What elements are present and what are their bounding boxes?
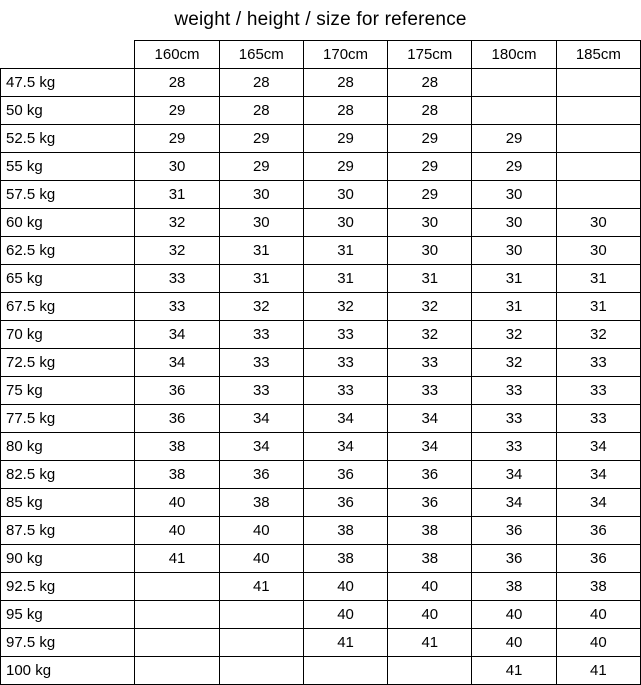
table-cell: 34	[219, 433, 303, 461]
table-cell: 28	[219, 97, 303, 125]
table-cell: 33	[303, 321, 387, 349]
table-cell	[556, 97, 640, 125]
table-cell: 30	[472, 237, 556, 265]
table-cell: 40	[472, 601, 556, 629]
table-cell: 38	[219, 489, 303, 517]
table-cell: 40	[303, 601, 387, 629]
table-cell: 33	[556, 349, 640, 377]
table-cell: 36	[388, 489, 472, 517]
table-cell: 34	[556, 461, 640, 489]
table-cell: 32	[219, 293, 303, 321]
table-row	[1, 321, 641, 349]
table-cell: 29	[388, 153, 472, 181]
table-cell: 40	[388, 601, 472, 629]
table-cell: 41	[472, 657, 556, 685]
table-cell: 29	[135, 97, 219, 125]
table-cell: 36	[472, 545, 556, 573]
table-cell: 29	[472, 125, 556, 153]
table-cell: 41	[135, 545, 219, 573]
table-cell	[135, 629, 219, 657]
column-header-160cm: 160cm	[135, 41, 219, 69]
table-cell: 40	[135, 517, 219, 545]
table-row	[1, 657, 641, 685]
table-cell: 29	[303, 153, 387, 181]
table-row	[1, 293, 641, 321]
table-row	[1, 125, 641, 153]
table-cell: 28	[303, 69, 387, 97]
table-cell: 34	[219, 405, 303, 433]
row-label: 67.5 kg	[1, 293, 135, 321]
table-cell: 36	[303, 489, 387, 517]
table-cell: 33	[303, 377, 387, 405]
table-cell: 28	[303, 97, 387, 125]
table-cell: 33	[472, 405, 556, 433]
table-cell: 33	[388, 349, 472, 377]
table-cell: 38	[303, 545, 387, 573]
column-header-170cm: 170cm	[303, 41, 387, 69]
table-cell: 34	[303, 433, 387, 461]
row-label: 47.5 kg	[1, 69, 135, 97]
row-label: 70 kg	[1, 321, 135, 349]
table-cell: 33	[303, 349, 387, 377]
table-cell	[556, 153, 640, 181]
table-row	[1, 209, 641, 237]
table-row	[1, 461, 641, 489]
table-cell: 30	[303, 209, 387, 237]
table-cell: 40	[219, 517, 303, 545]
table-body	[1, 69, 641, 685]
table-cell: 36	[472, 517, 556, 545]
table-cell: 38	[472, 573, 556, 601]
table-cell	[472, 97, 556, 125]
table-row	[1, 601, 641, 629]
table-cell	[303, 657, 387, 685]
table-cell: 38	[388, 545, 472, 573]
table-cell: 38	[388, 517, 472, 545]
table-cell: 32	[388, 321, 472, 349]
table-cell: 33	[219, 349, 303, 377]
table-cell: 30	[135, 153, 219, 181]
table-cell: 34	[135, 349, 219, 377]
row-label: 65 kg	[1, 265, 135, 293]
table-cell: 36	[303, 461, 387, 489]
row-label: 62.5 kg	[1, 237, 135, 265]
table-cell: 41	[556, 657, 640, 685]
table-cell: 36	[135, 405, 219, 433]
row-label: 97.5 kg	[1, 629, 135, 657]
table-cell	[135, 657, 219, 685]
table-cell: 32	[472, 321, 556, 349]
row-label: 92.5 kg	[1, 573, 135, 601]
table-cell: 28	[219, 69, 303, 97]
table-cell: 33	[556, 377, 640, 405]
table-cell: 40	[472, 629, 556, 657]
table-cell: 30	[556, 237, 640, 265]
table-cell: 36	[219, 461, 303, 489]
table-cell: 31	[472, 265, 556, 293]
table-cell	[556, 181, 640, 209]
table-row	[1, 405, 641, 433]
table-cell: 32	[388, 293, 472, 321]
table-cell: 33	[472, 377, 556, 405]
row-label: 55 kg	[1, 153, 135, 181]
table-cell: 34	[388, 433, 472, 461]
table-cell: 33	[219, 321, 303, 349]
table-cell: 40	[219, 545, 303, 573]
table-cell: 30	[388, 209, 472, 237]
table-row	[1, 629, 641, 657]
table-header-row	[1, 41, 641, 69]
row-label: 90 kg	[1, 545, 135, 573]
table-cell: 29	[303, 125, 387, 153]
table-cell: 31	[219, 265, 303, 293]
table-row	[1, 377, 641, 405]
table-cell: 40	[388, 573, 472, 601]
table-cell: 31	[556, 265, 640, 293]
table-cell: 30	[219, 209, 303, 237]
table-cell: 31	[303, 237, 387, 265]
table-cell	[135, 573, 219, 601]
row-label: 60 kg	[1, 209, 135, 237]
table-cell: 32	[135, 209, 219, 237]
table-cell	[388, 657, 472, 685]
table-cell: 33	[472, 433, 556, 461]
table-cell: 34	[556, 433, 640, 461]
table-cell: 40	[303, 573, 387, 601]
table-cell: 28	[388, 97, 472, 125]
table-cell: 41	[388, 629, 472, 657]
table-cell: 29	[388, 125, 472, 153]
table-cell: 36	[556, 517, 640, 545]
table-row	[1, 265, 641, 293]
table-cell: 32	[556, 321, 640, 349]
table-cell: 36	[135, 377, 219, 405]
table-cell: 30	[303, 181, 387, 209]
row-label: 52.5 kg	[1, 125, 135, 153]
table-cell: 40	[556, 629, 640, 657]
table-cell: 30	[556, 209, 640, 237]
table-cell: 33	[556, 405, 640, 433]
row-label: 57.5 kg	[1, 181, 135, 209]
table-cell: 38	[135, 461, 219, 489]
table-cell: 40	[135, 489, 219, 517]
table-cell: 28	[388, 69, 472, 97]
table-cell: 34	[303, 405, 387, 433]
table-cell: 29	[135, 125, 219, 153]
table-cell: 38	[303, 517, 387, 545]
table-cell: 34	[556, 489, 640, 517]
table-cell: 41	[303, 629, 387, 657]
row-label: 100 kg	[1, 657, 135, 685]
table-row	[1, 517, 641, 545]
table-cell: 31	[135, 181, 219, 209]
table-row	[1, 153, 641, 181]
table-cell: 33	[388, 377, 472, 405]
table-corner-cell	[1, 41, 135, 69]
row-label: 75 kg	[1, 377, 135, 405]
table-cell: 31	[219, 237, 303, 265]
table-cell	[556, 69, 640, 97]
table-row	[1, 69, 641, 97]
table-cell: 28	[135, 69, 219, 97]
table-row	[1, 237, 641, 265]
table-cell	[219, 629, 303, 657]
table-cell	[135, 601, 219, 629]
table-cell: 31	[303, 265, 387, 293]
row-label: 85 kg	[1, 489, 135, 517]
table-cell	[219, 601, 303, 629]
table-cell: 29	[472, 153, 556, 181]
table-cell	[556, 125, 640, 153]
table-cell: 36	[556, 545, 640, 573]
column-header-185cm: 185cm	[556, 41, 640, 69]
column-header-165cm: 165cm	[219, 41, 303, 69]
row-label: 50 kg	[1, 97, 135, 125]
table-cell: 36	[388, 461, 472, 489]
table-cell: 40	[556, 601, 640, 629]
table-row	[1, 349, 641, 377]
table-cell: 33	[135, 293, 219, 321]
table-cell: 29	[219, 125, 303, 153]
table-cell: 38	[556, 573, 640, 601]
table-cell: 30	[472, 181, 556, 209]
table-cell: 30	[219, 181, 303, 209]
table-cell: 34	[472, 461, 556, 489]
table-cell: 29	[388, 181, 472, 209]
table-cell: 41	[219, 573, 303, 601]
table-cell: 30	[388, 237, 472, 265]
table-cell: 34	[135, 321, 219, 349]
table-row	[1, 573, 641, 601]
row-label: 87.5 kg	[1, 517, 135, 545]
table-cell: 33	[135, 265, 219, 293]
table-row	[1, 489, 641, 517]
table-row	[1, 545, 641, 573]
row-label: 72.5 kg	[1, 349, 135, 377]
table-cell: 34	[388, 405, 472, 433]
row-label: 77.5 kg	[1, 405, 135, 433]
table-cell: 29	[219, 153, 303, 181]
table-cell: 33	[219, 377, 303, 405]
table-cell: 30	[472, 209, 556, 237]
page-title: weight / height / size for reference	[174, 9, 467, 30]
table-cell: 31	[556, 293, 640, 321]
table-cell: 38	[135, 433, 219, 461]
column-header-180cm: 180cm	[472, 41, 556, 69]
row-label: 80 kg	[1, 433, 135, 461]
table-cell: 32	[135, 237, 219, 265]
table-row	[1, 181, 641, 209]
table-row	[1, 433, 641, 461]
size-reference-table	[0, 40, 641, 685]
table-cell	[219, 657, 303, 685]
table-cell: 32	[472, 349, 556, 377]
table-cell: 34	[472, 489, 556, 517]
row-label: 95 kg	[1, 601, 135, 629]
table-cell	[472, 69, 556, 97]
table-cell: 32	[303, 293, 387, 321]
table-cell: 31	[388, 265, 472, 293]
table-cell: 31	[472, 293, 556, 321]
table-row	[1, 97, 641, 125]
row-label: 82.5 kg	[1, 461, 135, 489]
column-header-175cm: 175cm	[388, 41, 472, 69]
